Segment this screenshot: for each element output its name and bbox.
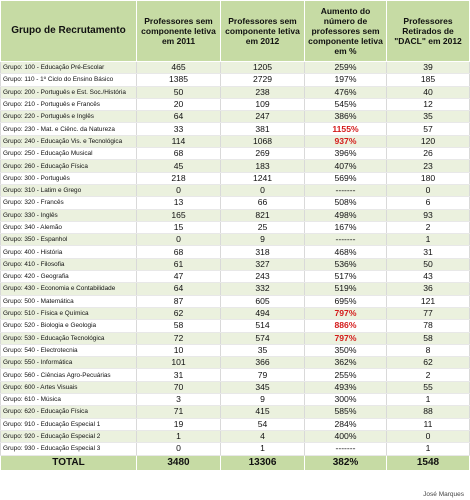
count-2011-cell: 19: [137, 418, 221, 430]
count-2012-cell: 1205: [221, 62, 305, 74]
dacl-count-cell: 1: [387, 234, 470, 246]
dacl-count-cell: 40: [387, 86, 470, 98]
dacl-count-cell: 78: [387, 320, 470, 332]
count-2012-cell: 1: [221, 443, 305, 455]
header-2011: Professores sem componente letiva em 2011: [137, 1, 221, 62]
table-row: [1, 86, 470, 98]
table-row: [1, 381, 470, 393]
table-row: [1, 443, 470, 455]
table-row: [1, 332, 470, 344]
group-name-cell: Grupo: 510 - Física e Química: [1, 307, 137, 319]
header-dacl: Professores Retirados de "DACL" em 2012: [387, 1, 470, 62]
group-name-cell: Grupo: 350 - Espanhol: [1, 234, 137, 246]
count-2011-cell: 64: [137, 283, 221, 295]
increase-percent-cell: 396%: [305, 148, 387, 160]
group-name-cell: Grupo: 240 - Educação Vis. e Tecnológica: [1, 135, 137, 147]
group-name-cell: Grupo: 210 - Português e Francês: [1, 98, 137, 110]
total-increase: 382%: [305, 455, 387, 470]
count-2011-cell: 31: [137, 369, 221, 381]
count-2011-cell: 101: [137, 357, 221, 369]
table-row: [1, 430, 470, 442]
group-name-cell: Grupo: 250 - Educação Musical: [1, 148, 137, 160]
group-name-cell: Grupo: 600 - Artes Visuais: [1, 381, 137, 393]
increase-percent-cell: 517%: [305, 271, 387, 283]
table-row: [1, 369, 470, 381]
author-credit: José Marques: [423, 491, 464, 498]
total-2011: 3480: [137, 455, 221, 470]
increase-percent-cell: 476%: [305, 86, 387, 98]
table-row: [1, 357, 470, 369]
count-2011-cell: 465: [137, 62, 221, 74]
group-name-cell: Grupo: 530 - Educação Tecnológica: [1, 332, 137, 344]
table-row: [1, 172, 470, 184]
count-2012-cell: 2729: [221, 74, 305, 86]
group-name-cell: Grupo: 340 - Alemão: [1, 221, 137, 233]
count-2012-cell: 9: [221, 234, 305, 246]
dacl-count-cell: 11: [387, 418, 470, 430]
count-2011-cell: 13: [137, 197, 221, 209]
count-2011-cell: 1: [137, 430, 221, 442]
count-2011-cell: 0: [137, 443, 221, 455]
count-2011-cell: 33: [137, 123, 221, 135]
count-2012-cell: 238: [221, 86, 305, 98]
increase-percent-cell: 797%: [305, 307, 387, 319]
count-2011-cell: 68: [137, 246, 221, 258]
increase-percent-cell: 508%: [305, 197, 387, 209]
increase-percent-cell: -------: [305, 234, 387, 246]
group-name-cell: Grupo: 920 - Educação Especial 2: [1, 430, 137, 442]
count-2011-cell: 47: [137, 271, 221, 283]
table-row: [1, 418, 470, 430]
count-2011-cell: 70: [137, 381, 221, 393]
count-2011-cell: 62: [137, 307, 221, 319]
count-2011-cell: 0: [137, 184, 221, 196]
count-2012-cell: 332: [221, 283, 305, 295]
group-name-cell: Grupo: 220 - Português e Inglês: [1, 111, 137, 123]
header-2012: Professores sem componente letiva em 2012: [221, 1, 305, 62]
count-2012-cell: 327: [221, 258, 305, 270]
dacl-count-cell: 1: [387, 443, 470, 455]
increase-percent-cell: -------: [305, 184, 387, 196]
count-2012-cell: 9: [221, 394, 305, 406]
group-name-cell: Grupo: 610 - Música: [1, 394, 137, 406]
table-row: [1, 184, 470, 196]
header-group: Grupo de Recrutamento: [1, 1, 137, 62]
count-2011-cell: 71: [137, 406, 221, 418]
increase-percent-cell: 468%: [305, 246, 387, 258]
table-row: [1, 295, 470, 307]
count-2012-cell: 605: [221, 295, 305, 307]
group-name-cell: Grupo: 930 - Educação Especial 3: [1, 443, 137, 455]
count-2012-cell: 318: [221, 246, 305, 258]
count-2012-cell: 574: [221, 332, 305, 344]
count-2011-cell: 68: [137, 148, 221, 160]
dacl-count-cell: 88: [387, 406, 470, 418]
count-2011-cell: 0: [137, 234, 221, 246]
dacl-count-cell: 180: [387, 172, 470, 184]
table-row: [1, 209, 470, 221]
dacl-count-cell: 77: [387, 307, 470, 319]
increase-percent-cell: 695%: [305, 295, 387, 307]
dacl-count-cell: 6: [387, 197, 470, 209]
increase-percent-cell: 1155%: [305, 123, 387, 135]
table-row: [1, 307, 470, 319]
table-row: [1, 197, 470, 209]
table-row: [1, 320, 470, 332]
count-2012-cell: 109: [221, 98, 305, 110]
count-2012-cell: 514: [221, 320, 305, 332]
count-2011-cell: 114: [137, 135, 221, 147]
group-name-cell: Grupo: 260 - Educação Física: [1, 160, 137, 172]
group-name-cell: Grupo: 410 - Filosofia: [1, 258, 137, 270]
table-row: [1, 160, 470, 172]
group-name-cell: Grupo: 430 - Economia e Contabilidade: [1, 283, 137, 295]
table-row: [1, 111, 470, 123]
total-dacl: 1548: [387, 455, 470, 470]
increase-percent-cell: 350%: [305, 344, 387, 356]
dacl-count-cell: 35: [387, 111, 470, 123]
dacl-count-cell: 93: [387, 209, 470, 221]
increase-percent-cell: 259%: [305, 62, 387, 74]
table-row: [1, 246, 470, 258]
count-2011-cell: 3: [137, 394, 221, 406]
increase-percent-cell: 569%: [305, 172, 387, 184]
group-name-cell: Grupo: 420 - Geografia: [1, 271, 137, 283]
dacl-count-cell: 31: [387, 246, 470, 258]
group-name-cell: Grupo: 310 - Latim e Grego: [1, 184, 137, 196]
group-name-cell: Grupo: 500 - Matemática: [1, 295, 137, 307]
increase-percent-cell: 585%: [305, 406, 387, 418]
group-name-cell: Grupo: 560 - Ciências Agro-Pecuárias: [1, 369, 137, 381]
count-2011-cell: 61: [137, 258, 221, 270]
increase-percent-cell: 407%: [305, 160, 387, 172]
count-2012-cell: 54: [221, 418, 305, 430]
count-2011-cell: 58: [137, 320, 221, 332]
dacl-count-cell: 55: [387, 381, 470, 393]
increase-percent-cell: 255%: [305, 369, 387, 381]
count-2011-cell: 50: [137, 86, 221, 98]
dacl-count-cell: 43: [387, 271, 470, 283]
total-label: TOTAL: [1, 455, 137, 470]
group-name-cell: Grupo: 200 - Português e Est. Soc./História: [1, 86, 137, 98]
dacl-count-cell: 50: [387, 258, 470, 270]
increase-percent-cell: -------: [305, 443, 387, 455]
increase-percent-cell: 937%: [305, 135, 387, 147]
count-2012-cell: 0: [221, 184, 305, 196]
count-2012-cell: 381: [221, 123, 305, 135]
table-row: [1, 394, 470, 406]
dacl-count-cell: 2: [387, 221, 470, 233]
group-name-cell: Grupo: 300 - Português: [1, 172, 137, 184]
group-name-cell: Grupo: 540 - Electrotecnia: [1, 344, 137, 356]
table-row: [1, 98, 470, 110]
header-increase: Aumento do número de professores sem componente letiva em %: [305, 1, 387, 62]
dacl-count-cell: 2: [387, 369, 470, 381]
group-name-cell: Grupo: 110 - 1º Ciclo do Ensino Básico: [1, 74, 137, 86]
count-2012-cell: 415: [221, 406, 305, 418]
dacl-count-cell: 58: [387, 332, 470, 344]
increase-percent-cell: 545%: [305, 98, 387, 110]
count-2012-cell: 79: [221, 369, 305, 381]
dacl-count-cell: 0: [387, 184, 470, 196]
group-name-cell: Grupo: 230 - Mat. e Ciênc. da Natureza: [1, 123, 137, 135]
increase-percent-cell: 167%: [305, 221, 387, 233]
count-2012-cell: 25: [221, 221, 305, 233]
table-row: [1, 344, 470, 356]
group-name-cell: Grupo: 330 - Inglês: [1, 209, 137, 221]
count-2012-cell: 1068: [221, 135, 305, 147]
table-row: [1, 62, 470, 74]
table-row: [1, 74, 470, 86]
dacl-count-cell: 39: [387, 62, 470, 74]
count-2011-cell: 10: [137, 344, 221, 356]
dacl-count-cell: 121: [387, 295, 470, 307]
dacl-count-cell: 12: [387, 98, 470, 110]
count-2012-cell: 66: [221, 197, 305, 209]
count-2012-cell: 243: [221, 271, 305, 283]
count-2011-cell: 165: [137, 209, 221, 221]
count-2011-cell: 218: [137, 172, 221, 184]
group-name-cell: Grupo: 100 - Educação Pré-Escolar: [1, 62, 137, 74]
group-name-cell: Grupo: 620 - Educação Física: [1, 406, 137, 418]
dacl-count-cell: 23: [387, 160, 470, 172]
total-2012: 13306: [221, 455, 305, 470]
group-name-cell: Grupo: 320 - Francês: [1, 197, 137, 209]
increase-percent-cell: 362%: [305, 357, 387, 369]
increase-percent-cell: 519%: [305, 283, 387, 295]
dacl-count-cell: 26: [387, 148, 470, 160]
count-2011-cell: 45: [137, 160, 221, 172]
count-2012-cell: 345: [221, 381, 305, 393]
increase-percent-cell: 400%: [305, 430, 387, 442]
increase-percent-cell: 797%: [305, 332, 387, 344]
increase-percent-cell: 284%: [305, 418, 387, 430]
increase-percent-cell: 386%: [305, 111, 387, 123]
table-row: [1, 406, 470, 418]
dacl-count-cell: 185: [387, 74, 470, 86]
dacl-count-cell: 120: [387, 135, 470, 147]
count-2012-cell: 494: [221, 307, 305, 319]
group-name-cell: Grupo: 520 - Biologia e Geologia: [1, 320, 137, 332]
dacl-count-cell: 62: [387, 357, 470, 369]
table-row: [1, 148, 470, 160]
increase-percent-cell: 886%: [305, 320, 387, 332]
group-name-cell: Grupo: 550 - Informática: [1, 357, 137, 369]
group-name-cell: Grupo: 910 - Educação Especial 1: [1, 418, 137, 430]
increase-percent-cell: 536%: [305, 258, 387, 270]
table-body: [1, 62, 470, 456]
dacl-count-cell: 36: [387, 283, 470, 295]
count-2011-cell: 15: [137, 221, 221, 233]
count-2011-cell: 1385: [137, 74, 221, 86]
table-row: [1, 234, 470, 246]
count-2012-cell: 183: [221, 160, 305, 172]
count-2012-cell: 4: [221, 430, 305, 442]
count-2012-cell: 1241: [221, 172, 305, 184]
table-row: [1, 283, 470, 295]
count-2012-cell: 366: [221, 357, 305, 369]
count-2011-cell: 64: [137, 111, 221, 123]
count-2012-cell: 35: [221, 344, 305, 356]
dacl-count-cell: 57: [387, 123, 470, 135]
count-2011-cell: 87: [137, 295, 221, 307]
count-2012-cell: 821: [221, 209, 305, 221]
table-row: [1, 258, 470, 270]
table-row: [1, 135, 470, 147]
count-2012-cell: 247: [221, 111, 305, 123]
header-row: [1, 1, 470, 62]
increase-percent-cell: 493%: [305, 381, 387, 393]
increase-percent-cell: 300%: [305, 394, 387, 406]
count-2011-cell: 20: [137, 98, 221, 110]
dacl-count-cell: 1: [387, 394, 470, 406]
increase-percent-cell: 498%: [305, 209, 387, 221]
total-row: [1, 455, 470, 470]
table-row: [1, 271, 470, 283]
increase-percent-cell: 197%: [305, 74, 387, 86]
table-row: [1, 221, 470, 233]
dacl-count-cell: 8: [387, 344, 470, 356]
dacl-count-cell: 0: [387, 430, 470, 442]
table-row: [1, 123, 470, 135]
group-name-cell: Grupo: 400 - História: [1, 246, 137, 258]
count-2012-cell: 269: [221, 148, 305, 160]
count-2011-cell: 72: [137, 332, 221, 344]
